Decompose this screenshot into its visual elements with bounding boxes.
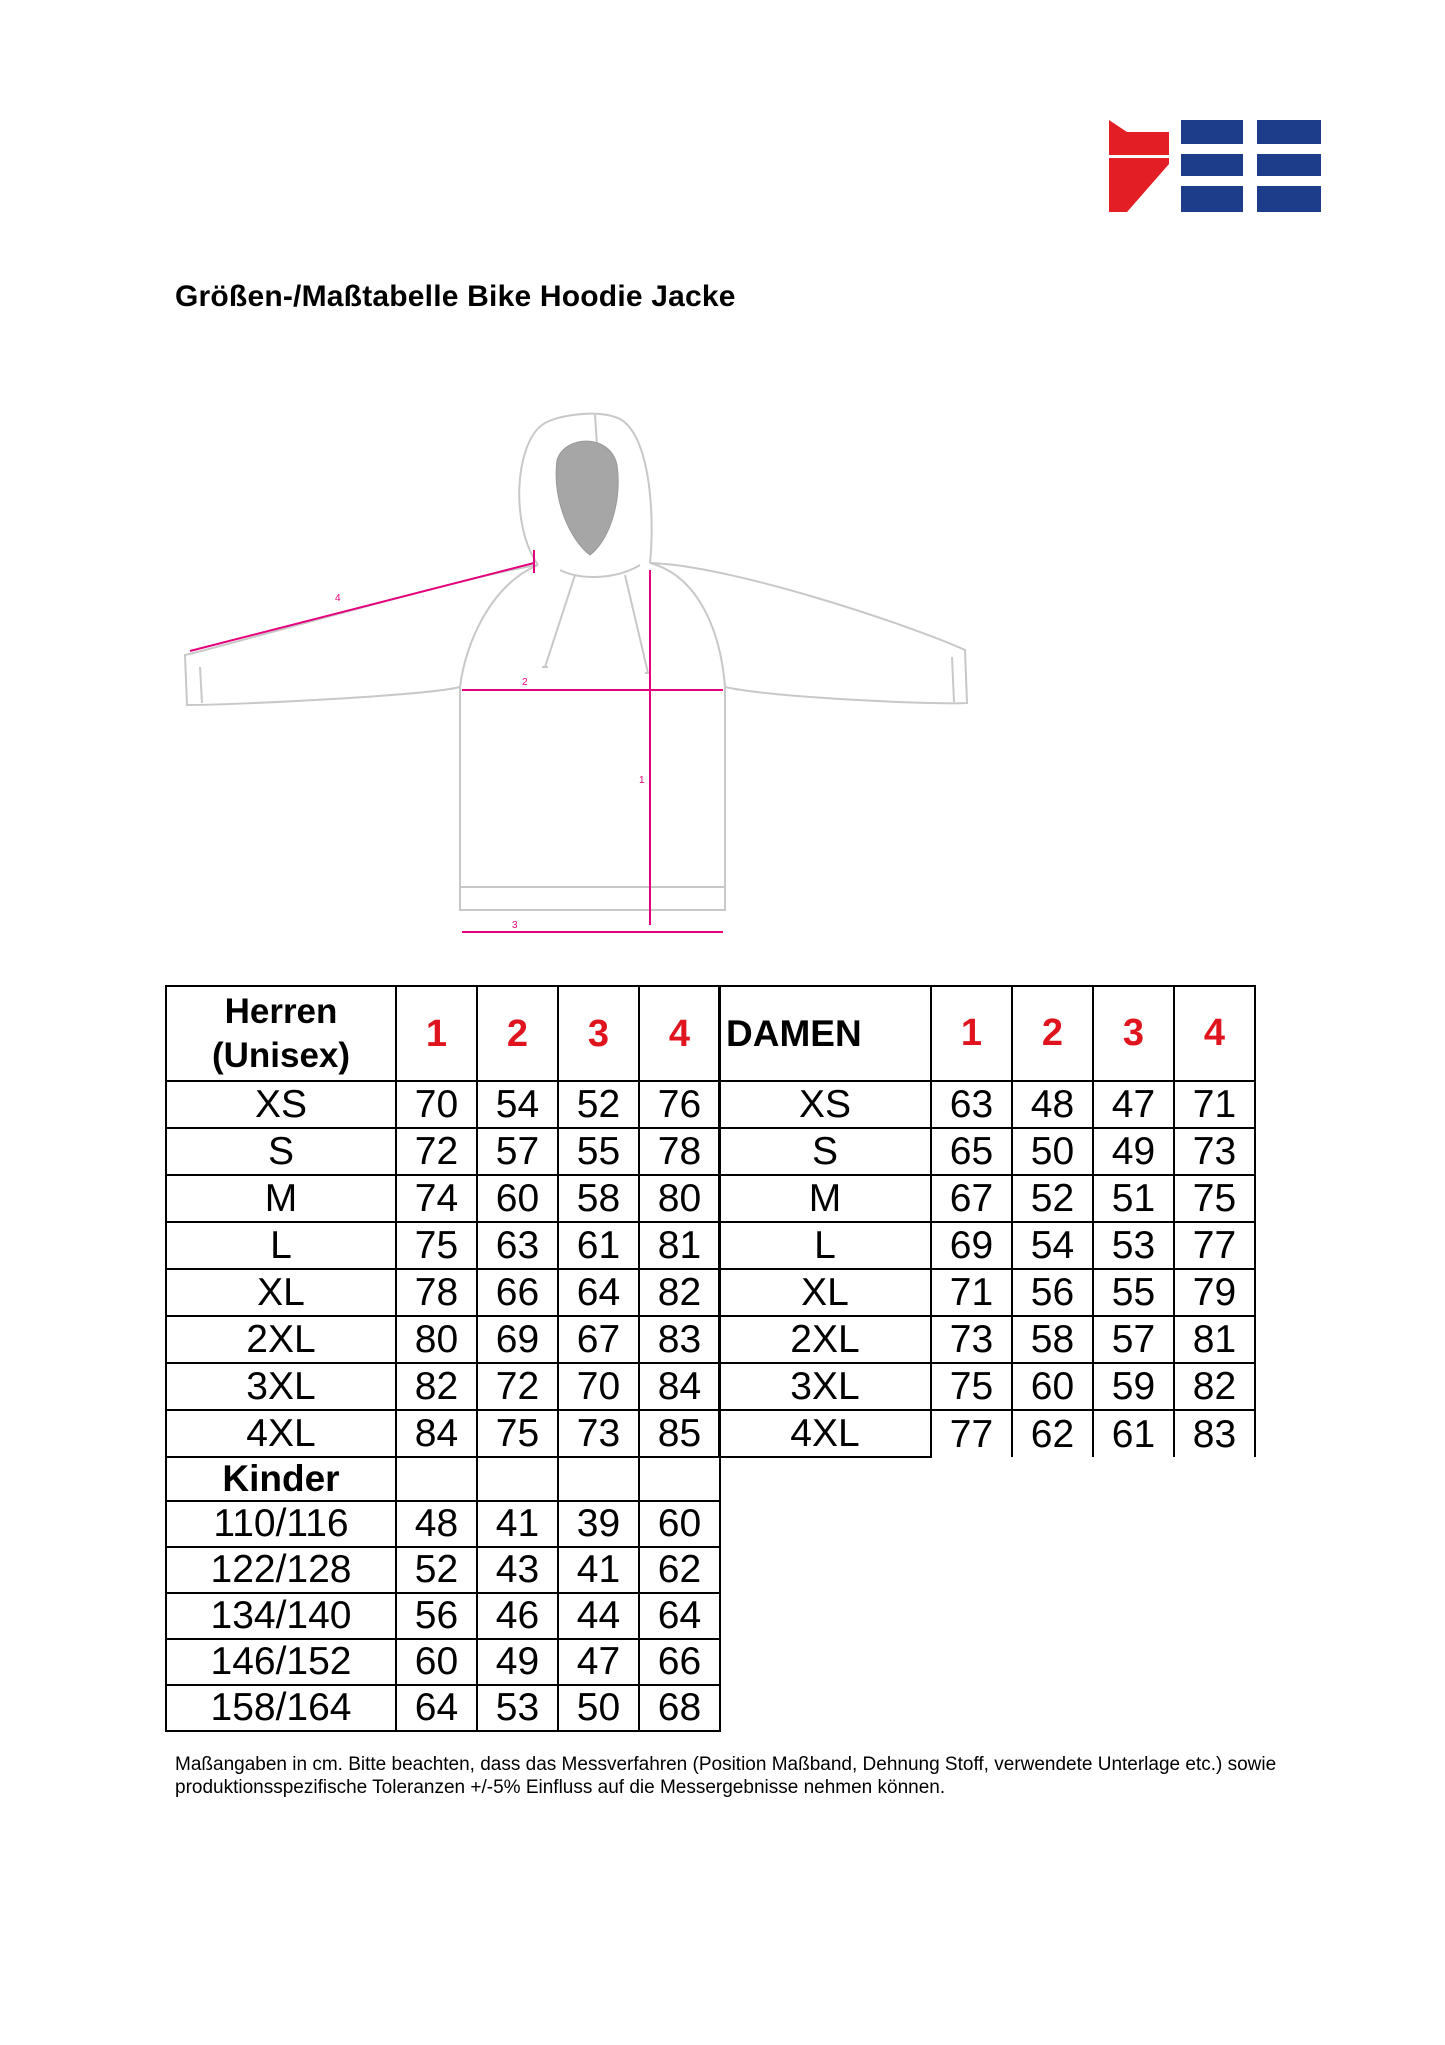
measure-value: 62 (639, 1547, 720, 1593)
measure-value: 83 (639, 1316, 720, 1363)
column-header-3: 3 (1093, 986, 1174, 1081)
measure-value: 55 (1093, 1269, 1174, 1316)
table-row (166, 1639, 720, 1685)
size-label: M (719, 1175, 931, 1222)
measure-value: 56 (396, 1593, 477, 1639)
measure-value: 60 (1012, 1363, 1093, 1410)
size-label: S (166, 1128, 396, 1175)
measure-line-4 (190, 563, 534, 651)
measure-value: 73 (1174, 1128, 1255, 1175)
table-row (719, 1222, 1255, 1269)
measure-value: 58 (558, 1175, 639, 1222)
measure-value: 53 (477, 1685, 558, 1731)
measure-value: 75 (1174, 1175, 1255, 1222)
empty-cell (558, 1457, 639, 1501)
measure-value: 82 (396, 1363, 477, 1410)
table-row (166, 1593, 720, 1639)
measure-value: 74 (396, 1175, 477, 1222)
hood-opening (556, 441, 618, 555)
kinder-header-label: Kinder (166, 1457, 396, 1501)
measure-value: 77 (931, 1410, 1012, 1457)
herren-header-cell (166, 986, 396, 1081)
measure-value: 55 (558, 1128, 639, 1175)
measure-value: 70 (396, 1081, 477, 1128)
measure-label-2: 2 (522, 677, 528, 688)
measure-value: 61 (1093, 1410, 1174, 1457)
measure-value: 57 (1093, 1316, 1174, 1363)
measure-value: 81 (639, 1222, 720, 1269)
size-label: XS (166, 1081, 396, 1128)
column-header-2: 2 (1012, 986, 1093, 1081)
measure-value: 49 (1093, 1128, 1174, 1175)
table-row (719, 1316, 1255, 1363)
size-label: 146/152 (166, 1639, 396, 1685)
column-header-1: 1 (931, 986, 1012, 1081)
size-label: L (719, 1222, 931, 1269)
measure-value: 69 (477, 1316, 558, 1363)
table-row (166, 1685, 720, 1731)
table-row (719, 1410, 1255, 1457)
size-label: 4XL (166, 1410, 396, 1457)
measure-value: 65 (931, 1128, 1012, 1175)
column-header-4: 4 (1174, 986, 1255, 1081)
damen-size-table (718, 985, 1256, 1458)
measure-value: 80 (639, 1175, 720, 1222)
size-label: 2XL (719, 1316, 931, 1363)
size-label: 3XL (719, 1363, 931, 1410)
measure-value: 70 (558, 1363, 639, 1410)
size-label: L (166, 1222, 396, 1269)
damen-header-label: DAMEN (719, 986, 931, 1081)
size-label: 122/128 (166, 1547, 396, 1593)
column-header-3: 3 (558, 986, 639, 1081)
measure-value: 78 (639, 1128, 720, 1175)
table-row (166, 1501, 720, 1547)
table-header-row (719, 986, 1255, 1081)
size-label: 3XL (166, 1363, 396, 1410)
measure-value: 56 (1012, 1269, 1093, 1316)
measure-value: 81 (1174, 1316, 1255, 1363)
size-label: S (719, 1128, 931, 1175)
measure-value: 85 (639, 1410, 720, 1457)
measure-value: 68 (639, 1685, 720, 1731)
table-row (166, 1222, 720, 1269)
size-label: XL (166, 1269, 396, 1316)
measure-value: 54 (477, 1081, 558, 1128)
column-header-1: 1 (396, 986, 477, 1081)
measure-value: 78 (396, 1269, 477, 1316)
logo-blue-bar (1181, 120, 1243, 144)
table-row (719, 1175, 1255, 1222)
measurement-lines (190, 550, 723, 932)
column-header-2: 2 (477, 986, 558, 1081)
measure-value: 50 (1012, 1128, 1093, 1175)
measure-value: 84 (396, 1410, 477, 1457)
measure-value: 46 (477, 1593, 558, 1639)
measure-value: 84 (639, 1363, 720, 1410)
measure-value: 63 (931, 1081, 1012, 1128)
measure-value: 54 (1012, 1222, 1093, 1269)
measure-value: 66 (639, 1639, 720, 1685)
measure-value: 71 (931, 1269, 1012, 1316)
table-row (166, 1547, 720, 1593)
size-label: 110/116 (166, 1501, 396, 1547)
kinder-header-row (166, 1457, 720, 1501)
measure-value: 50 (558, 1685, 639, 1731)
measure-value: 76 (639, 1081, 720, 1128)
table-row (166, 1128, 720, 1175)
measure-value: 62 (1012, 1410, 1093, 1457)
measure-value: 43 (477, 1547, 558, 1593)
table-row (166, 1081, 720, 1128)
measure-value: 52 (1012, 1175, 1093, 1222)
table-row (166, 1410, 720, 1457)
measure-value: 60 (639, 1501, 720, 1547)
measure-value: 73 (931, 1316, 1012, 1363)
table-row (166, 1175, 720, 1222)
size-label: XS (719, 1081, 931, 1128)
measure-value: 52 (396, 1547, 477, 1593)
measure-value: 71 (1174, 1081, 1255, 1128)
size-label: 158/164 (166, 1685, 396, 1731)
table-header-row (166, 986, 720, 1081)
measure-value: 59 (1093, 1363, 1174, 1410)
measure-value: 48 (1012, 1081, 1093, 1128)
size-label: 4XL (719, 1410, 931, 1457)
measure-value: 49 (477, 1639, 558, 1685)
measure-value: 64 (639, 1593, 720, 1639)
measure-value: 51 (1093, 1175, 1174, 1222)
logo-red-arrow (1109, 120, 1169, 212)
measure-value: 60 (477, 1175, 558, 1222)
logo-blue-bar (1181, 154, 1243, 176)
empty-cell (639, 1457, 720, 1501)
measure-value: 83 (1174, 1410, 1255, 1457)
measure-value: 64 (558, 1269, 639, 1316)
measure-value: 53 (1093, 1222, 1174, 1269)
table-row (166, 1269, 720, 1316)
measure-value: 75 (396, 1222, 477, 1269)
measure-value: 58 (1012, 1316, 1093, 1363)
size-label: 2XL (166, 1316, 396, 1363)
measure-value: 41 (558, 1547, 639, 1593)
measure-value: 72 (396, 1128, 477, 1175)
table-row (166, 1316, 720, 1363)
measure-value: 60 (396, 1639, 477, 1685)
logo-blue-bar (1181, 186, 1243, 212)
measure-value: 79 (1174, 1269, 1255, 1316)
table-row (719, 1128, 1255, 1175)
measure-value: 66 (477, 1269, 558, 1316)
measure-value: 47 (558, 1639, 639, 1685)
measure-value: 82 (639, 1269, 720, 1316)
measure-value: 75 (931, 1363, 1012, 1410)
measure-value: 82 (1174, 1363, 1255, 1410)
measure-label-4: 4 (335, 593, 341, 604)
measure-value: 67 (931, 1175, 1012, 1222)
measure-label-3: 3 (512, 920, 518, 931)
measure-value: 57 (477, 1128, 558, 1175)
measure-value: 80 (396, 1316, 477, 1363)
measure-value: 63 (477, 1222, 558, 1269)
measure-value: 75 (477, 1410, 558, 1457)
measure-value: 41 (477, 1501, 558, 1547)
page-title: Größen-/Maßtabelle Bike Hoodie Jacke (175, 280, 736, 313)
measure-value: 52 (558, 1081, 639, 1128)
brand-logo (1109, 120, 1321, 212)
empty-cell (396, 1457, 477, 1501)
measure-value: 39 (558, 1501, 639, 1547)
herren-header-sublabel: (Unisex) (211, 1035, 351, 1075)
table-row (719, 1363, 1255, 1410)
column-header-4: 4 (639, 986, 720, 1081)
measure-value: 73 (558, 1410, 639, 1457)
measure-value: 44 (558, 1593, 639, 1639)
size-label: XL (719, 1269, 931, 1316)
table-row (719, 1269, 1255, 1316)
measure-value: 47 (1093, 1081, 1174, 1128)
empty-cell (477, 1457, 558, 1501)
logo-blue-bar (1257, 154, 1321, 176)
logo-blue-bar (1257, 120, 1321, 144)
measure-value: 48 (396, 1501, 477, 1547)
measure-value: 61 (558, 1222, 639, 1269)
measure-value: 69 (931, 1222, 1012, 1269)
measure-label-1: 1 (639, 775, 645, 786)
table-row (719, 1081, 1255, 1128)
measure-value: 77 (1174, 1222, 1255, 1269)
hoodie-illustration (170, 405, 990, 960)
herren-header-label: Herren (224, 991, 338, 1031)
measure-value: 67 (558, 1316, 639, 1363)
measure-value: 64 (396, 1685, 477, 1731)
size-label: 134/140 (166, 1593, 396, 1639)
measure-value: 72 (477, 1363, 558, 1410)
size-label: M (166, 1175, 396, 1222)
footnote: Maßangaben in cm. Bitte beachten, dass das Messverfahren (Position Maßband, Dehnung Stoff, verwendete Unterlage etc.) sowie produktionsspezifische Toleranzen +/-5% Einfluss auf die Messergebnisse nehmen können. (175, 1754, 1277, 1798)
logo-blue-bar (1257, 186, 1321, 212)
herren-size-table (165, 985, 721, 1732)
table-row (166, 1363, 720, 1410)
